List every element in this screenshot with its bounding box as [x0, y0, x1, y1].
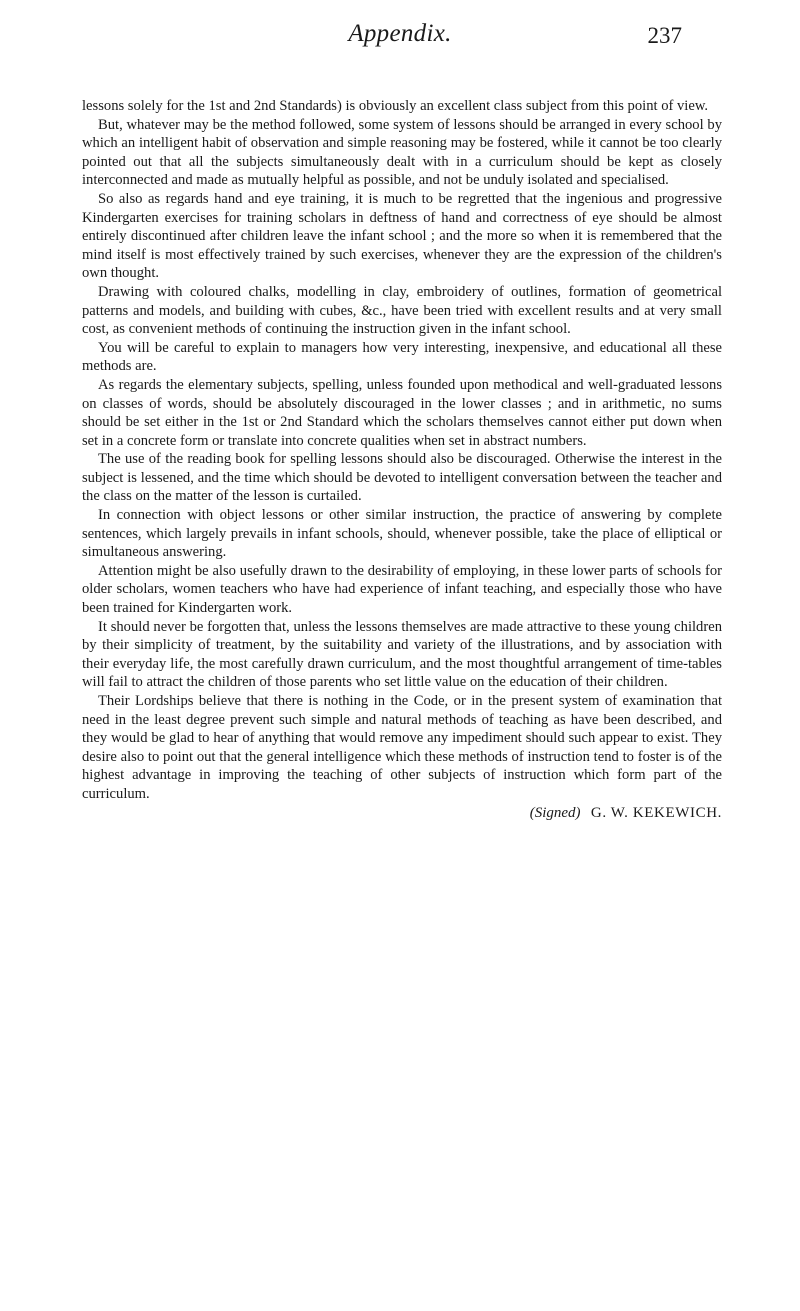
paragraph: You will be careful to explain to managers how very interesting, inexpensive, and educational all these methods are.: [82, 339, 722, 375]
paragraph-continued: lessons solely for the 1st and 2nd Standards) is obviously an excellent class subject from this point of view.: [82, 98, 709, 114]
paragraph: Attention might be also usefully drawn to the desirability of employing, in these lower parts of schools for older scholars, women teachers who have had experience of infant teaching, and especially those who have been trained for Kindergarten work.: [82, 562, 722, 617]
body-text: [82, 97, 722, 822]
paragraph: So also as regards hand and eye training, it is much to be regretted that the ingenious and progressive Kindergarten exercises for training scholars in deftness of hand and correctness of eye should be almost entirely discontinued after children leave the infant school ; and the more so when it is remembered that the mind itself is most effectively trained by such exercises, whenever they are the expression of the children's own thought.: [82, 190, 722, 282]
paragraph: But, whatever may be the method followed, some system of lessons should be arranged in every school by which an intelligent habit of observation and simple reasoning may be fostered, while it cannot be too clearly pointed out that all the subjects simultaneously dealt with in a curriculum should be kept as closely interconnected and made as mutually helpful as possible, and not be unduly isolated and specialised.: [82, 116, 722, 189]
running-head: [0, 20, 800, 60]
signature: [82, 804, 722, 823]
paragraph: Drawing with coloured chalks, modelling in clay, embroidery of outlines, formation of geometrical patterns and models, and building with cubes, &c., have been tried with excellent results and at very small cost, as convenient methods of continuing the instruction given in the infant school.: [82, 283, 722, 338]
running-head-title: Appendix.: [348, 20, 452, 47]
paragraph: As regards the elementary subjects, spelling, unless founded upon methodical and well-graduated lessons on classes of words, should be absolutely discouraged in the lower classes ; and in arithmetic, no sums should be set either in the 1st or 2nd Standard which the scholars themselves cannot either put down when set in a concrete form or translate into concrete qualities when set in abstract numbers.: [82, 376, 722, 449]
page-number: 237: [647, 23, 682, 48]
paragraph: The use of the reading book for spelling lessons should also be discouraged. Otherwise the interest in the subject is lessened, and the time which should be devoted to intelligent conversation between the teacher and the class on the matter of the lesson is curtailed.: [82, 451, 722, 505]
paragraph: Their Lordships believe that there is nothing in the Code, or in the present system of examination that need in the least degree prevent such simple and natural methods of teaching as have been described, and they would be glad to hear of anything that would remove any impediment should such appear to exist. They desire also to point out that the general intelligence which these methods of instruction tend to foster is of the highest advantage in improving the teaching of other subjects of instruction which form part of the curriculum.: [82, 693, 722, 802]
paragraph: In connection with object lessons or other similar instruction, the practice of answering by complete sentences, which largely prevails in infant schools, should, whenever possible, take the place of elliptical or simultaneous answering.: [82, 507, 722, 561]
signatory-name: G. W. KEKEWICH.: [590, 804, 722, 821]
signed-label: (Signed): [529, 804, 581, 821]
paragraph: It should never be forgotten that, unless the lessons themselves are made attractive to these young children by their simplicity of treatment, by the suitability and variety of the illustrations, and by association with their everyday life, the most carefully drawn curriculum, and the most thoughtful arrangement of time-tables will fail to attract the children of those parents who set little value on the education of their children.: [82, 618, 722, 691]
